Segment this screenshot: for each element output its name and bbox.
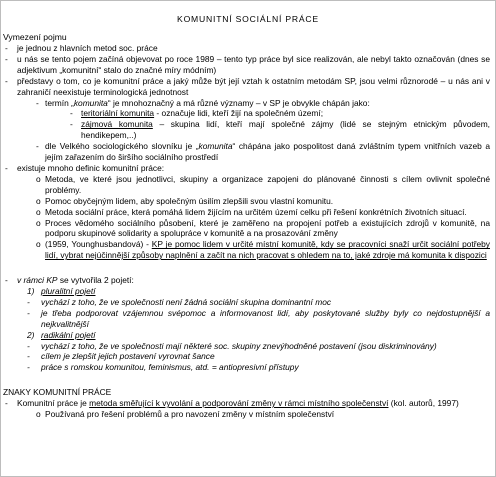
- dash-bullet: -: [5, 275, 8, 286]
- definition-underlined: KP je pomoc lidem v určité místní komunitě, kdy se pracovníci snaží určit sociální potřeby lidí, vybrat nejúčinnější způsoby naplnění a začít na nich pracovat s ohledem na to, jaké zdroje má komunita k dispozici: [45, 239, 490, 261]
- dash-bullet: -: [5, 162, 8, 173]
- circle-bullet-icon: o: [36, 206, 41, 217]
- definition-item: o Metoda, ve které jsou jednotlivci, skupiny a organizace zapojeni do plánované činnosti s cílem ovlivnit společné problémy.: [36, 173, 490, 195]
- term-teritorialni-komunita: teritoriální komunita: [81, 108, 155, 119]
- list-item: - představy o tom, co je komunitní práce a jaký může být její vztah k ostatním metodám SP, jsou velmi různorodé – u nás ani v zahraničí neexistuje terminologická jednotnost: [5, 75, 490, 97]
- dash-bullet: -: [36, 97, 39, 108]
- section-heading-znaky: ZNAKY KOMUNITNÍ PRÁCE: [3, 387, 112, 398]
- term-komunita: komunita: [198, 141, 233, 152]
- definition-item: o Metoda sociální práce, která pomáhá lidem žijícím na určitém území celku při řešení konkrétních životních situací.: [36, 206, 467, 217]
- dash-bullet: -: [36, 141, 39, 152]
- dash-bullet: -: [27, 351, 30, 362]
- list-item: - vychází z toho, že ve společnosti mají některé soc. skupiny znevýhodněné postavení (jsou diskriminovány): [27, 340, 437, 351]
- term-komunita: komunita: [73, 97, 108, 108]
- definition-underlined: metoda směřující k vyvolání a podporování změny v rámci místního společenství: [89, 398, 389, 409]
- list-item: - je třeba podporovat vzájemnou svépomoc a informovanost lidí, aby poskytované služby byly co nejdostupnější a nejkvalitnější: [27, 307, 490, 329]
- section-heading-vymezeni: Vymezení pojmu: [3, 32, 67, 42]
- list-item: - je jednou z hlavních metod soc. práce: [5, 43, 158, 53]
- list-item: - v rámci KP se vytvořila 2 pojetí:: [5, 275, 134, 286]
- dash-bullet: -: [5, 75, 8, 86]
- dash-bullet: -: [5, 398, 8, 409]
- circle-bullet-icon: o: [36, 173, 41, 184]
- list-item: - Komunitní práce je metoda směřující k vyvolání a podporování změny v rámci místního společenství (kol. autorů, 1997): [5, 398, 459, 409]
- definition-item: o (1959, Younghusbandová) - KP je pomoc lidem v určité místní komunitě, kdy se pracovníci snaží určit sociální potřeby lidí, vybrat nejúčinnější způsoby naplnění a začít na nich pracovat s ohledem na to, jaké zdroje má komunita k dispozici: [36, 239, 490, 261]
- document-title: KOMUNITNÍ SOCIÁLNÍ PRÁCE: [177, 14, 319, 24]
- term-zajmova-komunita: zájmová komunita: [81, 119, 153, 130]
- list-item: - termín „komunita“ je mnohoznačný a má různé významy – v SP je obvykle chápán jako:: [36, 97, 370, 108]
- dash-bullet: -: [27, 362, 30, 373]
- dash-bullet: -: [27, 340, 30, 351]
- list-item: - u nás se tento pojem začíná objevovat po roce 1989 – tento typ práce byl sice realizován, ale nebyl takto označován (dnes se adjektivum „komunitní“ stalo do značné míry módním): [5, 53, 490, 75]
- dash-bullet: -: [27, 296, 30, 307]
- list-item: - existuje mnoho definic komunitní práce:: [5, 162, 165, 173]
- list-item: - cílem je zlepšit jejich postavení vyrovnat šance: [27, 351, 215, 362]
- dash-bullet: -: [5, 43, 8, 53]
- dash-bullet: -: [70, 108, 73, 119]
- dash-bullet: -: [5, 53, 8, 64]
- circle-bullet-icon: o: [36, 195, 41, 206]
- list-item: - vychází z toho, že ve společnosti není žádná sociální skupina dominantní moc: [27, 296, 332, 307]
- list-item: - práce s romskou komunitou, feminismus, atd. = antiopresivní přístupy: [27, 362, 299, 373]
- list-item: - dle Velkého sociologického slovníku je „komunita“ chápána jako pospolitost daná zvláštním typem vnitřních vazeb a jejím zařazením do širšího sociálního prostředí: [36, 141, 490, 163]
- definition-item: o Pomoc obyčejným lidem, aby společným úsilím zlepšili svou vlastní komunitu.: [36, 195, 334, 206]
- list-item: - teritoriální komunita - označuje lidi, kteří žijí na společném území;: [70, 108, 324, 119]
- definition-item: o Proces vědomého sociálního působení, které je zaměřeno na propojení potřeb a existujících zdrojů v komunitě, na podporu skupinové solidarity a spolupráce v komunitě a na prosazování změny: [36, 217, 490, 239]
- definition-item: o Používaná pro řešení problémů a pro navození změny v místním společenství: [36, 409, 335, 420]
- numbered-item: 1) pluralitní pojetí: [27, 286, 96, 297]
- circle-bullet-icon: o: [36, 239, 41, 250]
- dash-bullet: -: [70, 119, 73, 130]
- numbered-item: 2) radikální pojetí: [27, 329, 96, 340]
- section-vymezeni-list: [1, 43, 495, 420]
- dash-bullet: -: [27, 307, 30, 318]
- circle-bullet-icon: o: [36, 217, 41, 228]
- circle-bullet-icon: o: [36, 409, 41, 420]
- list-item: - zájmová komunita – skupina lidí, kteří mají společné zájmy (lidé se stejným etnickým původem, hendikepem,..): [70, 119, 490, 141]
